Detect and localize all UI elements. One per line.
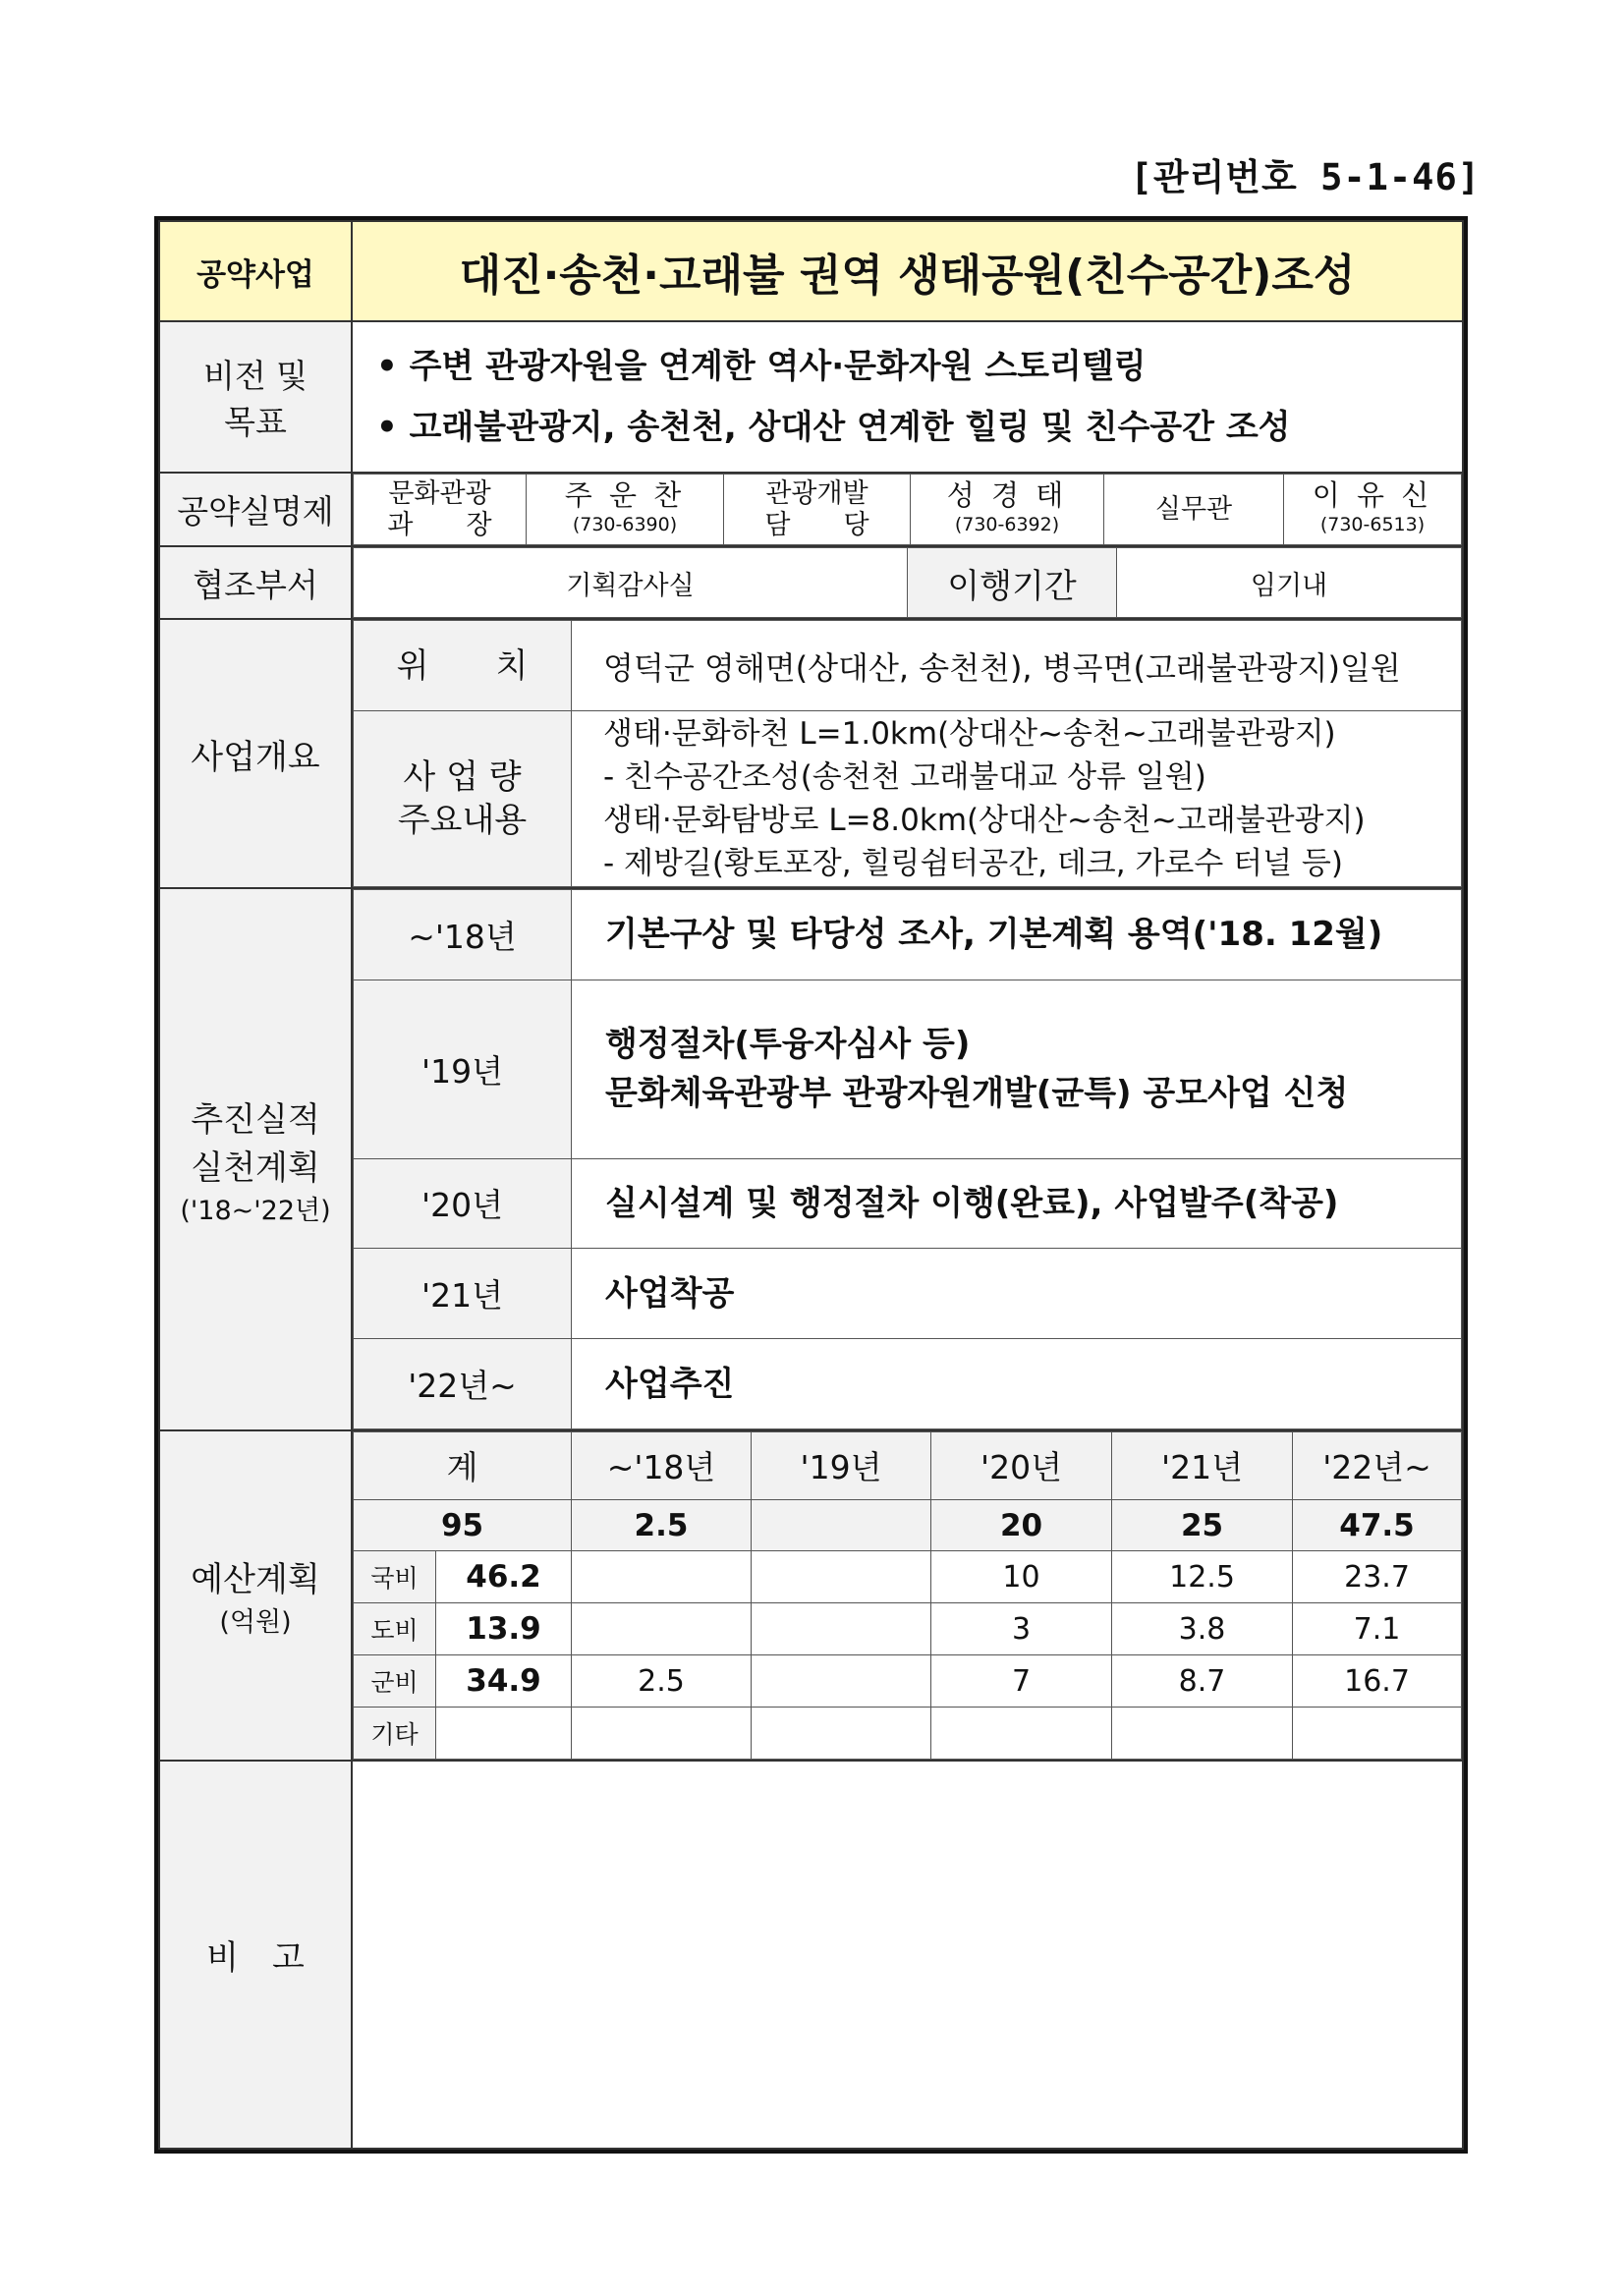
budget-cell: 3 xyxy=(931,1603,1112,1655)
period-label: 이행기간 xyxy=(908,548,1117,618)
budget-total: 25 xyxy=(1112,1499,1293,1551)
budget-cell xyxy=(752,1655,931,1708)
content-label-line1: 사 업 량 xyxy=(403,757,522,797)
official-role-line1: 문화관광 xyxy=(388,477,491,509)
budget-total: 2.5 xyxy=(572,1499,752,1551)
budget-cell: 7 xyxy=(931,1655,1112,1708)
budget-cell xyxy=(572,1551,752,1603)
pledge-table xyxy=(158,220,1464,2150)
budget-header: '21년 xyxy=(1112,1432,1293,1500)
pledge-form xyxy=(154,216,1468,2154)
official-role xyxy=(354,475,527,545)
progress-year: '19년 xyxy=(354,980,572,1158)
budget-cell: 23.7 xyxy=(1293,1551,1462,1603)
progress-content xyxy=(352,888,1463,1430)
budget-total: 20 xyxy=(931,1499,1112,1551)
management-number: [관리번호 5-1-46] xyxy=(1130,156,1481,198)
budget-total: 47.5 xyxy=(1293,1499,1462,1551)
budget-header: '19년 xyxy=(752,1432,931,1500)
budget-cell xyxy=(931,1708,1112,1760)
official-phone: (730-6392) xyxy=(954,513,1060,535)
progress-line: 문화체육관광부 관광자원개발(균특) 공모사업 신청 xyxy=(605,1074,1349,1114)
vision-label xyxy=(159,321,352,473)
budget-cell xyxy=(572,1708,752,1760)
official-role xyxy=(1104,475,1284,545)
progress-line: 행정절차(투융자심사 등) xyxy=(605,1025,971,1065)
progress-year: '22년~ xyxy=(354,1339,572,1429)
budget-cell: 7.1 xyxy=(1293,1603,1462,1655)
official-role-line1: 관광개발 xyxy=(765,477,868,509)
budget-source: 국비 xyxy=(354,1551,436,1603)
vision-label-line1: 비전 및 xyxy=(202,357,308,395)
progress-text xyxy=(572,1158,1462,1249)
official-name xyxy=(911,475,1104,545)
officials-content xyxy=(352,473,1463,546)
official-name-text: 주 운 찬 xyxy=(564,477,686,512)
remarks-label: 비 고 xyxy=(159,1761,352,2149)
budget-cell: 12.5 xyxy=(1112,1551,1293,1603)
budget-cell xyxy=(1293,1708,1462,1760)
progress-line: 실시설계 및 행정절차 이행(완료), 사업발주(착공) xyxy=(605,1183,1339,1223)
vision-content xyxy=(352,321,1463,473)
location-value: 영덕군 영해면(상대산, 송천천), 병곡면(고래불관광지)일원 xyxy=(572,621,1462,711)
official-phone: (730-6390) xyxy=(572,513,678,535)
pledge-label: 공약사업 xyxy=(159,221,352,321)
progress-text xyxy=(572,1249,1462,1339)
progress-table xyxy=(353,889,1462,1429)
overview-label: 사업개요 xyxy=(159,619,352,888)
progress-label-line1: 추진실적 xyxy=(191,1099,320,1140)
vision-item: • 주변 관광자원을 연계한 역사·문화자원 스토리텔링 xyxy=(376,347,1147,386)
progress-text xyxy=(572,1339,1462,1429)
budget-sum: 34.9 xyxy=(436,1655,572,1708)
budget-cell xyxy=(752,1708,931,1760)
official-phone: (730-6513) xyxy=(1319,513,1426,535)
budget-header: 계 xyxy=(354,1432,572,1500)
content-label xyxy=(354,711,572,887)
vision-item: • 고래불관광지, 송천천, 상대산 연계한 힐링 및 친수공간 조성 xyxy=(376,408,1291,447)
budget-total: 95 xyxy=(354,1499,572,1551)
official-name xyxy=(527,475,724,545)
cooperation-dept: 기획감사실 xyxy=(354,548,908,618)
budget-source: 기타 xyxy=(354,1708,436,1760)
budget-table xyxy=(353,1431,1462,1760)
progress-year: '20년 xyxy=(354,1158,572,1249)
official-name-text: 이 유 신 xyxy=(1312,477,1433,512)
official-role-line1: 실무관 xyxy=(1154,493,1233,525)
period-value: 임기내 xyxy=(1117,548,1462,618)
overview-content xyxy=(352,619,1463,888)
budget-header: '22년~ xyxy=(1293,1432,1462,1500)
progress-text xyxy=(572,980,1462,1158)
cooperation-label: 협조부서 xyxy=(159,546,352,619)
progress-label xyxy=(159,888,352,1430)
budget-cell xyxy=(752,1603,931,1655)
official-role xyxy=(724,475,911,545)
progress-line: 기본구상 및 타당성 조사, 기본계획 용역('18. 12월) xyxy=(605,915,1383,955)
official-name xyxy=(1284,475,1462,545)
budget-content xyxy=(352,1430,1463,1761)
officials-label: 공약실명제 xyxy=(159,473,352,546)
vision-label-line2: 목표 xyxy=(224,403,287,441)
budget-source: 도비 xyxy=(354,1603,436,1655)
content-value xyxy=(572,711,1462,887)
official-role-line2: 과 장 xyxy=(387,509,492,540)
progress-line: 사업추진 xyxy=(605,1364,735,1404)
budget-cell xyxy=(752,1551,931,1603)
budget-label-line1: 예산계획 xyxy=(191,1560,320,1599)
officials-table xyxy=(353,474,1462,545)
budget-header: ~'18년 xyxy=(572,1432,752,1500)
budget-cell: 10 xyxy=(931,1551,1112,1603)
overview-table xyxy=(353,620,1462,887)
cooperation-table xyxy=(353,547,1462,618)
budget-label xyxy=(159,1430,352,1761)
budget-sum xyxy=(436,1708,572,1760)
budget-sum: 46.2 xyxy=(436,1551,572,1603)
budget-total xyxy=(752,1499,931,1551)
budget-cell: 2.5 xyxy=(572,1655,752,1708)
official-name-text: 성 경 태 xyxy=(946,477,1068,512)
budget-label-line2: (억원) xyxy=(219,1607,292,1638)
budget-source: 군비 xyxy=(354,1655,436,1708)
location-label: 위 치 xyxy=(354,621,572,711)
remarks-value xyxy=(352,1761,1463,2149)
content-line: - 제방길(황토포장, 힐링쉼터공간, 데크, 가로수 터널 등) xyxy=(603,846,1343,881)
progress-year: ~'18년 xyxy=(354,890,572,980)
progress-label-line2: 실천계획 xyxy=(191,1148,320,1188)
budget-header: '20년 xyxy=(931,1432,1112,1500)
progress-label-line3: ('18~'22년) xyxy=(180,1195,331,1226)
pledge-title: 대진·송천·고래불 권역 생태공원(친수공간)조성 xyxy=(352,221,1463,321)
progress-text xyxy=(572,890,1462,980)
budget-cell: 16.7 xyxy=(1293,1655,1462,1708)
progress-line: 사업착공 xyxy=(605,1273,735,1314)
budget-cell: 3.8 xyxy=(1112,1603,1293,1655)
official-role-line2: 담 당 xyxy=(764,509,869,540)
content-label-line2: 주요내용 xyxy=(397,801,528,840)
budget-sum: 13.9 xyxy=(436,1603,572,1655)
progress-year: '21년 xyxy=(354,1249,572,1339)
budget-cell xyxy=(572,1603,752,1655)
content-line: 생태·문화탐방로 L=8.0km(상대산~송천~고래불관광지) xyxy=(603,803,1366,838)
content-line: - 친수공간조성(송천천 고래불대교 상류 일원) xyxy=(603,759,1206,795)
cooperation-content xyxy=(352,546,1463,619)
content-line: 생태·문화하천 L=1.0km(상대산~송천~고래불관광지) xyxy=(603,716,1336,752)
budget-cell xyxy=(1112,1708,1293,1760)
budget-cell: 8.7 xyxy=(1112,1655,1293,1708)
